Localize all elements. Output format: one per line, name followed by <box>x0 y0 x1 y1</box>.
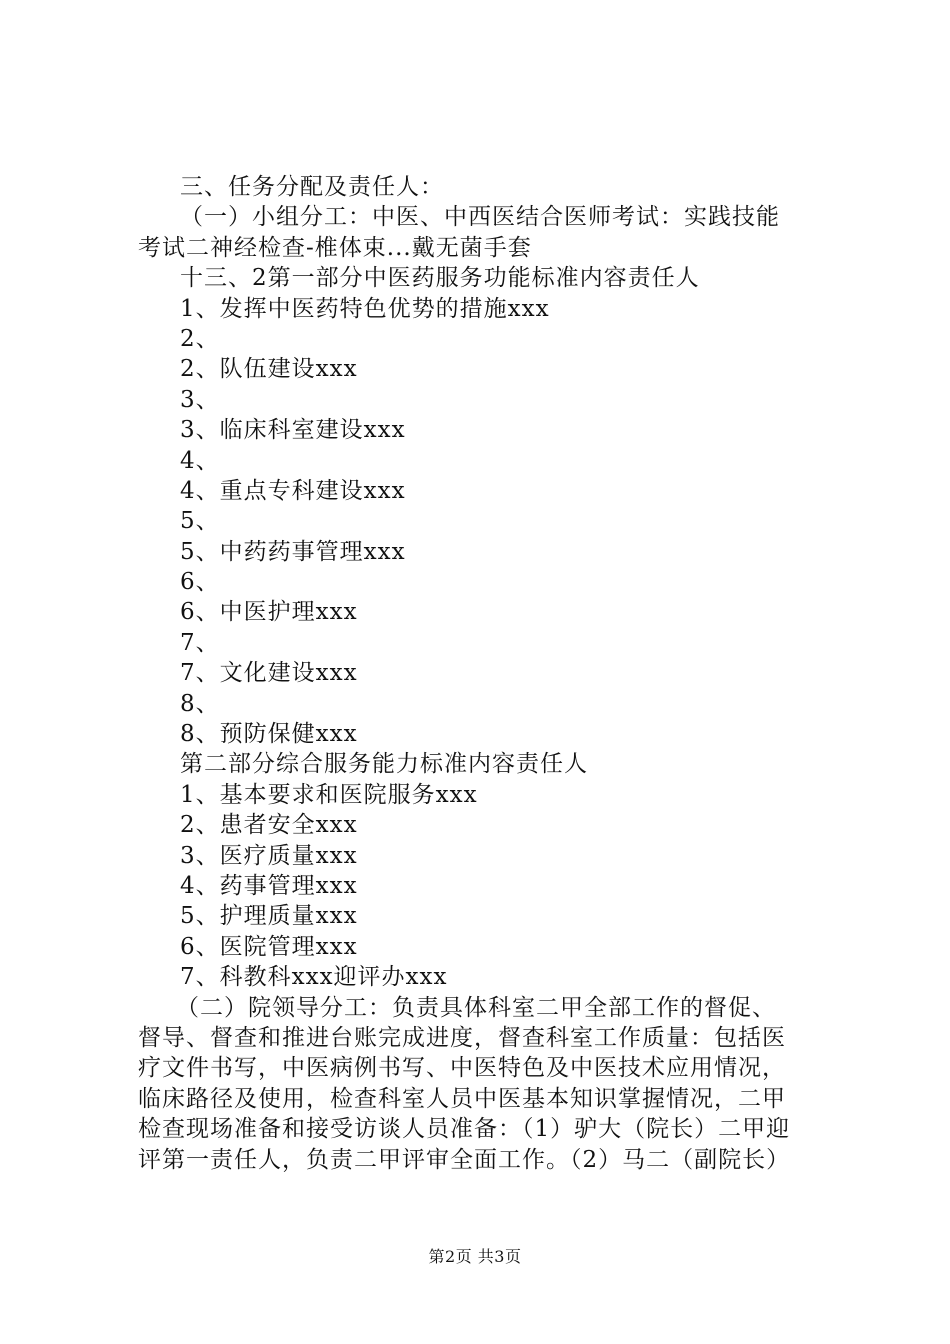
paragraph-line: （一）小组分工：中医、中西医结合医师考试：实践技能 <box>180 204 780 231</box>
list-item: 5、 <box>180 508 220 535</box>
list-item: 5、中药药事管理xxx <box>180 538 406 565</box>
subheading: 十三、2第一部分中医药服务功能标准内容责任人 <box>180 265 700 292</box>
paragraph-line: （二）院领导分工：负责具体科室二甲全部工作的督促、 <box>176 994 776 1021</box>
list-item: 2、队伍建设xxx <box>180 356 358 383</box>
paragraph-line: 评第一责任人，负责二甲评审全面工作。（2）马二（副院长） <box>138 1146 791 1173</box>
list-item: 5、护理质量xxx <box>180 903 358 930</box>
list-item: 4、药事管理xxx <box>180 872 358 899</box>
paragraph-line: 检查现场准备和接受访谈人员准备：（1）驴大（院长）二甲迎 <box>138 1116 791 1143</box>
list-item: 8、 <box>180 690 220 717</box>
list-item: 6、医院管理xxx <box>180 933 358 960</box>
list-item: 2、 <box>180 325 220 352</box>
list-item: 7、文化建设xxx <box>180 660 358 687</box>
paragraph-line: 疗文件书写，中医病例书写、中医特色及中医技术应用情况， <box>138 1055 786 1082</box>
paragraph-line: 考试二神经检查-椎体束...戴无菌手套 <box>138 234 532 261</box>
list-item: 2、患者安全xxx <box>180 812 358 839</box>
list-item: 1、发挥中医药特色优势的措施xxx <box>180 295 550 322</box>
paragraph-line: 临床路径及使用，检查科室人员中医基本知识掌握情况，二甲 <box>138 1085 786 1112</box>
paragraph-line: 督导、督查和推进台账完成进度，督查科室工作质量：包括医 <box>138 1024 786 1051</box>
list-item: 7、 <box>180 629 220 656</box>
list-item: 6、 <box>180 569 220 596</box>
section-heading: 三、任务分配及责任人： <box>180 174 444 200</box>
list-item: 8、预防保健xxx <box>180 721 358 748</box>
list-item: 3、临床科室建设xxx <box>180 417 406 444</box>
list-item: 4、重点专科建设xxx <box>180 477 406 504</box>
list-item: 3、 <box>180 386 220 413</box>
list-item: 6、中医护理xxx <box>180 599 358 626</box>
list-item: 7、科教科xxx迎评办xxx <box>180 964 448 991</box>
page-footer: 第2页 共3页 <box>428 1247 522 1266</box>
document-body <box>138 172 838 1175</box>
list-item: 1、基本要求和医院服务xxx <box>180 781 478 808</box>
list-item: 3、医疗质量xxx <box>180 842 358 869</box>
subheading: 第二部分综合服务能力标准内容责任人 <box>180 751 588 778</box>
list-item: 4、 <box>180 447 220 474</box>
